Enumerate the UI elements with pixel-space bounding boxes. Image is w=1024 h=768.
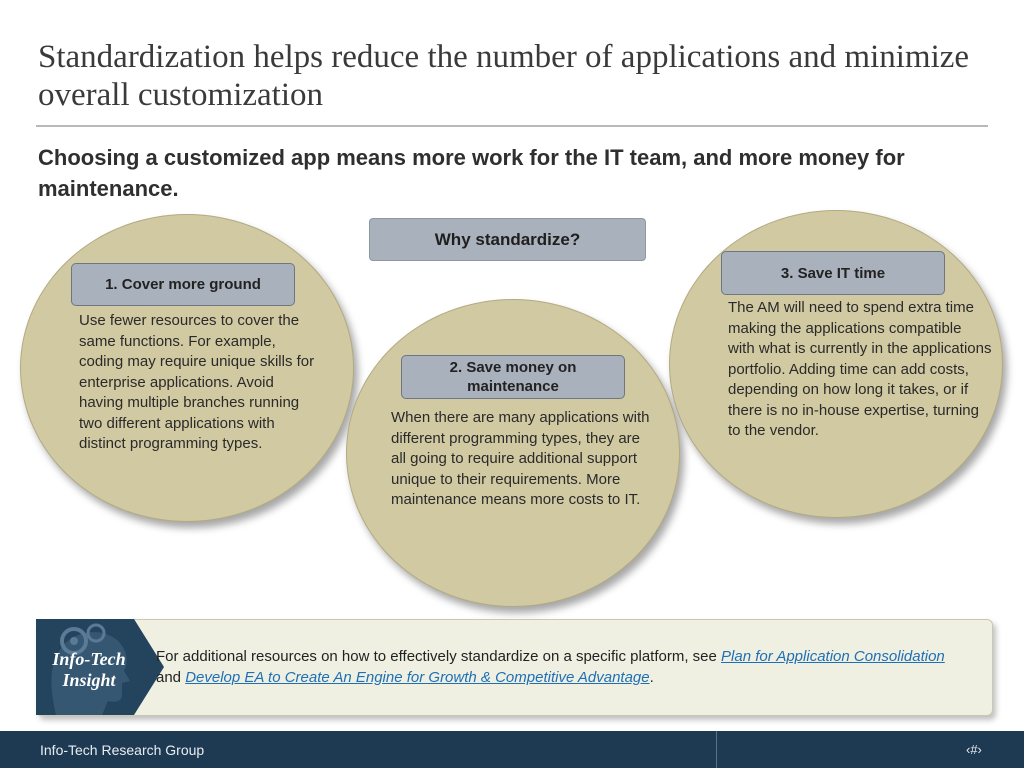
why-standardize-box: Why standardize? <box>369 218 646 261</box>
point-text-3: The AM will need to spend extra time making the applications compatible with what is currently in the applications portfolio. Adding time can add costs, depending on how long it takes, or if there is no in-house expertise, turning to the vendor. <box>728 299 992 439</box>
insight-text <box>156 647 966 688</box>
develop-ea-link[interactable]: Develop EA to Create An Engine for Growth & Competitive Advantage <box>185 668 650 686</box>
point-label-3: 3. Save IT time <box>721 251 945 295</box>
point-text-1: Use fewer resources to cover the same functions. For example, coding may require unique skills for enterprise applications. Avoid having multiple branches running two different applications with distinct programming types. <box>79 312 315 452</box>
slide-title: Standardization helps reduce the number of applications and minimize overall customization <box>38 39 970 113</box>
point-text-2: When there are many applications with different programming types, they are all going to require additional support unique to their requirements. More maintenance means more costs to IT. <box>391 409 650 508</box>
insight-badge-label: Info-Tech Insight <box>52 649 126 690</box>
point-label-2: 2. Save money on maintenance <box>401 355 625 399</box>
footer-divider <box>716 731 717 768</box>
insight-text-mid: and <box>156 668 182 686</box>
insight-text-before: For additional resources on how to effectively standardize on a specific platform, see <box>156 648 717 665</box>
insight-text-end: . <box>649 668 654 686</box>
slide-subtitle: Choosing a customized app means more work for the IT team, and more money for maintenance. <box>38 145 905 201</box>
footer-company: Info-Tech Research Group <box>40 742 205 758</box>
title-divider <box>36 125 988 127</box>
page-number: ‹#› <box>966 742 982 757</box>
point-label-1: 1. Cover more ground <box>71 263 295 306</box>
plan-application-consolidation-link[interactable]: Plan for Application Consolidation <box>721 648 945 665</box>
info-tech-insight-badge <box>36 619 164 715</box>
